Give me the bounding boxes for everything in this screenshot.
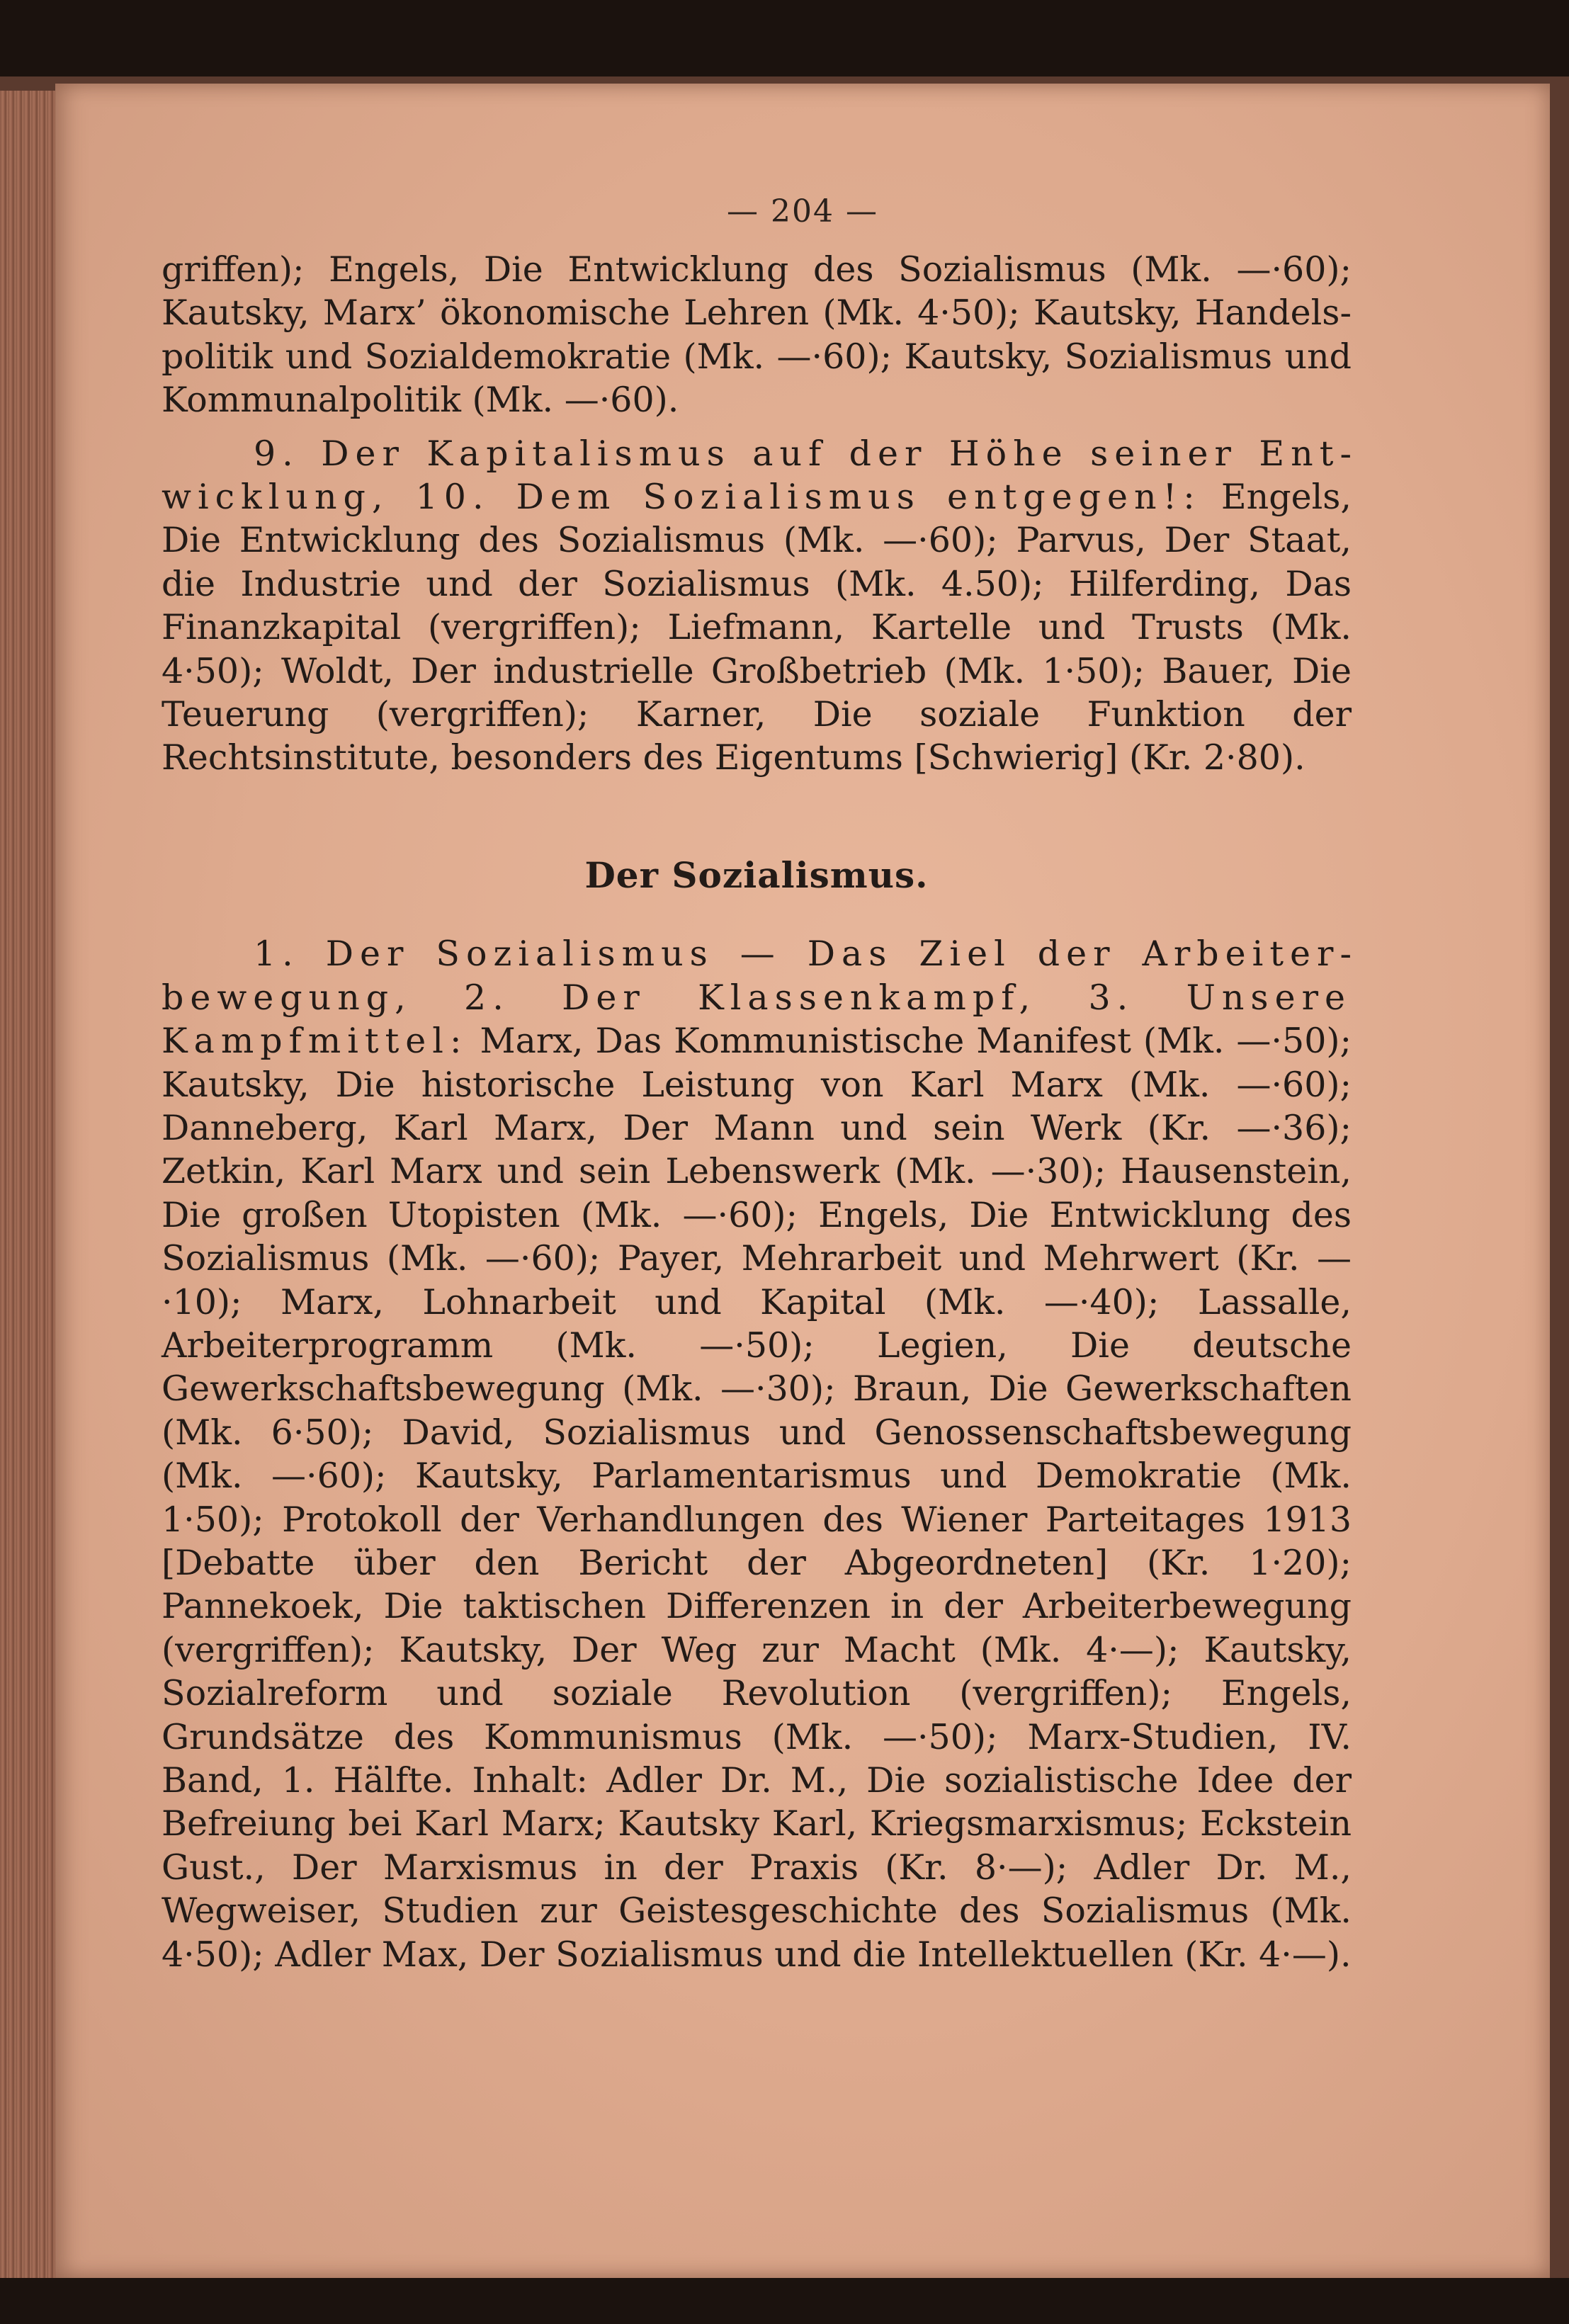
- section-references-1-3: Marx, Das Kommunistische Manifest (Mk. —·50); Kautsky, Die historische Leistung von Karl Marx (Mk. —·60); Danneberg, Karl Marx, Der Mann und sein Werk (Kr. —·36); Zetkin, Karl Marx und sein Lebenswerk (Mk. —·30); Hausenstein, Die großen Utopisten (Mk. —·60); Engels, Die Entwicklung des Sozialismus (Mk. —·60); Payer, Mehrarbeit und Mehrwert (Kr. —·10); Marx, Lohnarbeit und Kapital (Mk. —·40); Lassalle, Arbeiterprogramm (Mk. —·50); Legien, Die deutsche Gewerkschaftsbewegung (Mk. —·30); Braun, Die Gewerkschaften (Mk. 6·50); David, Sozialismus und Genossenschaftsbewegung (Mk. —·60); Kautsky, Parlamentarismus und Demokratie (Mk. 1·50); Protokoll der Verhandlungen des Wiener Parteitages 1913 [Debatte über den Bericht der Abgeordneten] (Kr. 1·20); Pannekoek, Die taktischen Differenzen in der Arbeiterbewegung (vergriffen); Kautsky, Der Weg zur Macht (Mk. 4·—); Kautsky, Sozialreform und soziale Revolution (vergriffen); Engels, Grundsätze des Kommunismus (Mk. —·50); Marx-Studien, IV. Band, 1. Hälfte. Inhalt: Adler Dr. M., Die sozialistische Idee der Befreiung bei Karl Marx; Kautsky Karl, Kriegsmarxismus; Eckstein Gust., Der Marxismus in der Praxis (Kr. 8·—); Adler Dr. M., Wegweiser, Studien zur Geistesgeschichte des Sozialismus (Mk. 4·50); Adler Max, Der Sozialismus und die Intellektuellen (Kr. 4·—).: [162, 1021, 1352, 1975]
- paragraph-continuation: griffen); Engels, Die Entwicklung des Sozialismus (Mk. —·60); Kautsky, Marx’ ökonomische Lehren (Mk. 4·50); Kautsky, Handelspolitik und Sozialdemokratie (Mk. —·60); Kautsky, Sozialismus und Kommunalpolitik (Mk. —·60).: [162, 249, 1352, 421]
- spacer: [162, 897, 1352, 932]
- spacer: [162, 780, 1352, 854]
- spacer: [162, 422, 1352, 432]
- section-heading: Der Sozialismus.: [584, 854, 929, 896]
- paragraph-section-1-3: [162, 932, 1352, 1976]
- page-edges: [0, 91, 55, 2278]
- book-page: [55, 84, 1550, 2278]
- page-number: — 204 —: [727, 193, 878, 229]
- body-text: [162, 248, 1352, 1976]
- section-title-9-10: 9. Der Kapitalismus auf der Höhe seiner Entwicklung, 10. Dem Sozialismus entgegen!:: [162, 433, 1352, 518]
- section-title-1-3: 1. Der Sozialismus — Das Ziel der Arbeiterbewegung, 2. Der Klassenkampf, 3. Unsere Kampfmittel:: [162, 934, 1352, 1062]
- paragraph-section-9-10: [162, 432, 1352, 780]
- section-references-9-10: Engels, Die Entwicklung des Sozialismus (Mk. —·60); Parvus, Der Staat, die Industrie und der Sozialismus (Mk. 4.50); Hilferding, Das Finanzkapital (vergriffen); Liefmann, Kartelle und Trusts (Mk. 4·50); Woldt, Der industrielle Großbetrieb (Mk. 1·50); Bauer, Die Teuerung (vergriffen); Karner, Die soziale Funktion der Rechtsinstitute, besonders des Eigentums [Schwierig] (Kr. 2·80).: [162, 477, 1352, 778]
